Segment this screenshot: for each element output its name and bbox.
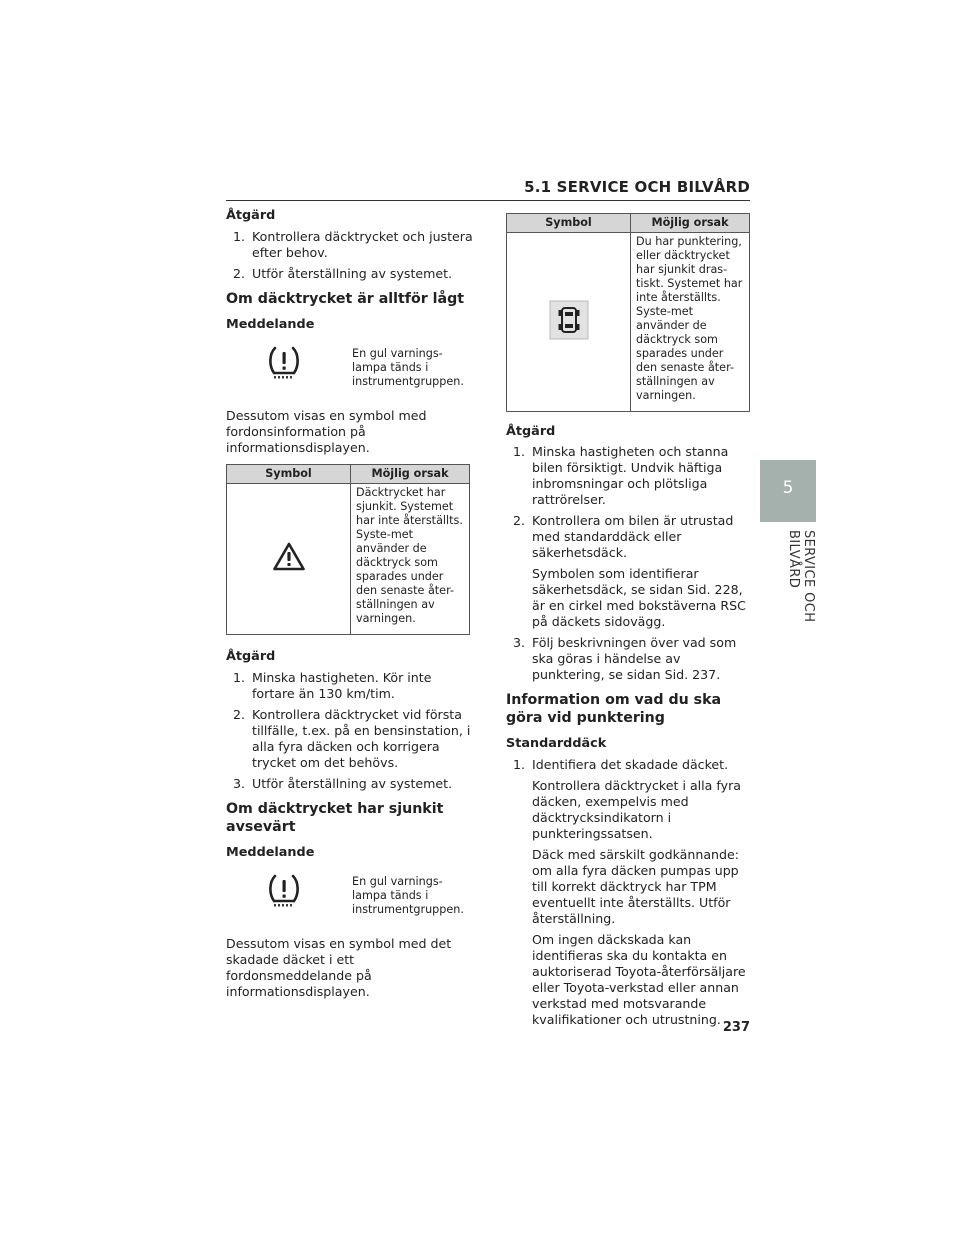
running-header: 5.1 SERVICE OCH BILVÅRD	[524, 178, 750, 196]
notice-text: En gul varnings-lampa tänds i instrumentgruppen.	[352, 875, 464, 916]
list-item: 2. Utför återställning av systemet.	[233, 266, 453, 281]
list-paragraph: Kontrollera däcktrycket i alla fyra däcken, exempelvis med däcktrycksindikatorn i punkteringssatsen.	[532, 778, 741, 841]
subheading: Meddelande	[226, 317, 315, 332]
list-item: 1. Minska hastigheten. Kör inte fortare än 130 km/tim.	[233, 670, 432, 701]
page-number: 237	[722, 1020, 750, 1035]
subheading: Standarddäck	[506, 736, 607, 751]
list-item: 3. Utför återställning av systemet.	[233, 776, 453, 791]
paragraph: Dessutom visas en symbol med fordonsinformation på informationsdisplayen.	[226, 408, 427, 455]
warning-triangle-icon	[273, 562, 305, 575]
list-paragraph: Om ingen däckskada kan identifieras ska du kontakta en auktoriserad Toyota-återförsäljare eller Toyota-verkstad eller annan verkstad med motsvarande kvalifikationer och utrustning.	[532, 932, 746, 1027]
symbol-cell	[227, 484, 351, 635]
table-header: Möjlig orsak	[631, 214, 750, 233]
car-top-view-icon	[549, 330, 589, 343]
notice-box	[226, 863, 474, 925]
section-title: Information om vad du ska göra vid punktering	[506, 692, 722, 726]
left-column	[226, 208, 474, 1000]
header-rule	[226, 200, 750, 201]
table-header: Symbol	[227, 465, 351, 484]
section-title: Om däcktrycket har sjunkit avsevärt	[226, 801, 444, 835]
symbol-table	[226, 464, 470, 635]
list-item: 1. Identifiera det skadade däcket.	[513, 757, 729, 772]
list-item: 2. Kontrollera om bilen är utrustad med standarddäck eller säkerhetsdäck.	[513, 513, 734, 560]
table-header: Symbol	[507, 214, 631, 233]
cause-cell: Du har punktering, eller däcktrycket har sjunkit dras-tiskt. Systemet har inte återställts. Syste-met använder de däcktryck som sparades under den senaste åter-ställningen av varningen.	[631, 233, 750, 412]
subheading: Meddelande	[226, 845, 315, 860]
cause-cell: Däcktrycket har sjunkit. Systemet har inte återställts. Syste-met använder de däcktryck som sparades under den senaste åter-ställningen av varningen.	[351, 484, 470, 635]
tire-pressure-warning-icon	[268, 873, 300, 913]
paragraph: Dessutom visas en symbol med det skadade däcket i ett fordonsmeddelande på informationsdisplayen.	[226, 936, 452, 999]
notice-box	[226, 335, 474, 397]
section-heading: Åtgärd	[506, 424, 556, 439]
chapter-label: SERVICE OCH BILVÅRD	[786, 530, 816, 623]
section-heading: Åtgärd	[226, 208, 276, 223]
symbol-cell	[507, 233, 631, 412]
list-item: 1. Kontrollera däcktrycket och justera efter behov.	[233, 229, 473, 260]
section-heading: Åtgärd	[226, 649, 276, 664]
list-item: 3. Följ beskrivningen över vad som ska göras i händelse av punktering, se sidan Sid. 237.	[513, 635, 737, 682]
list-paragraph: Symbolen som identifierar säkerhetsdäck, se sidan Sid. 228, är en cirkel med bokstäverna RSC på däckets sidovägg.	[532, 566, 746, 629]
list-paragraph: Däck med särskilt godkännande: om alla fyra däcken pumpas upp till korrekt däcktryck har TPM eventuellt inte återställts. Utför återställning.	[532, 847, 740, 926]
symbol-table	[506, 213, 750, 412]
tire-pressure-warning-icon	[268, 345, 300, 385]
right-column	[506, 213, 752, 1028]
notice-text: En gul varnings-lampa tänds i instrumentgruppen.	[352, 347, 464, 388]
list-item: 1. Minska hastigheten och stanna bilen försiktigt. Undvik häftiga inbromsningar och plötsliga rattrörelser.	[513, 444, 729, 507]
chapter-number: 5	[782, 478, 794, 498]
list-item: 2. Kontrollera däcktrycket vid första tillfälle, t.ex. på en bensinstation, i alla fyra däcken och korrigera trycket om det behövs.	[233, 707, 471, 770]
table-header: Möjlig orsak	[351, 465, 470, 484]
section-title: Om däcktrycket är alltför lågt	[226, 291, 465, 307]
